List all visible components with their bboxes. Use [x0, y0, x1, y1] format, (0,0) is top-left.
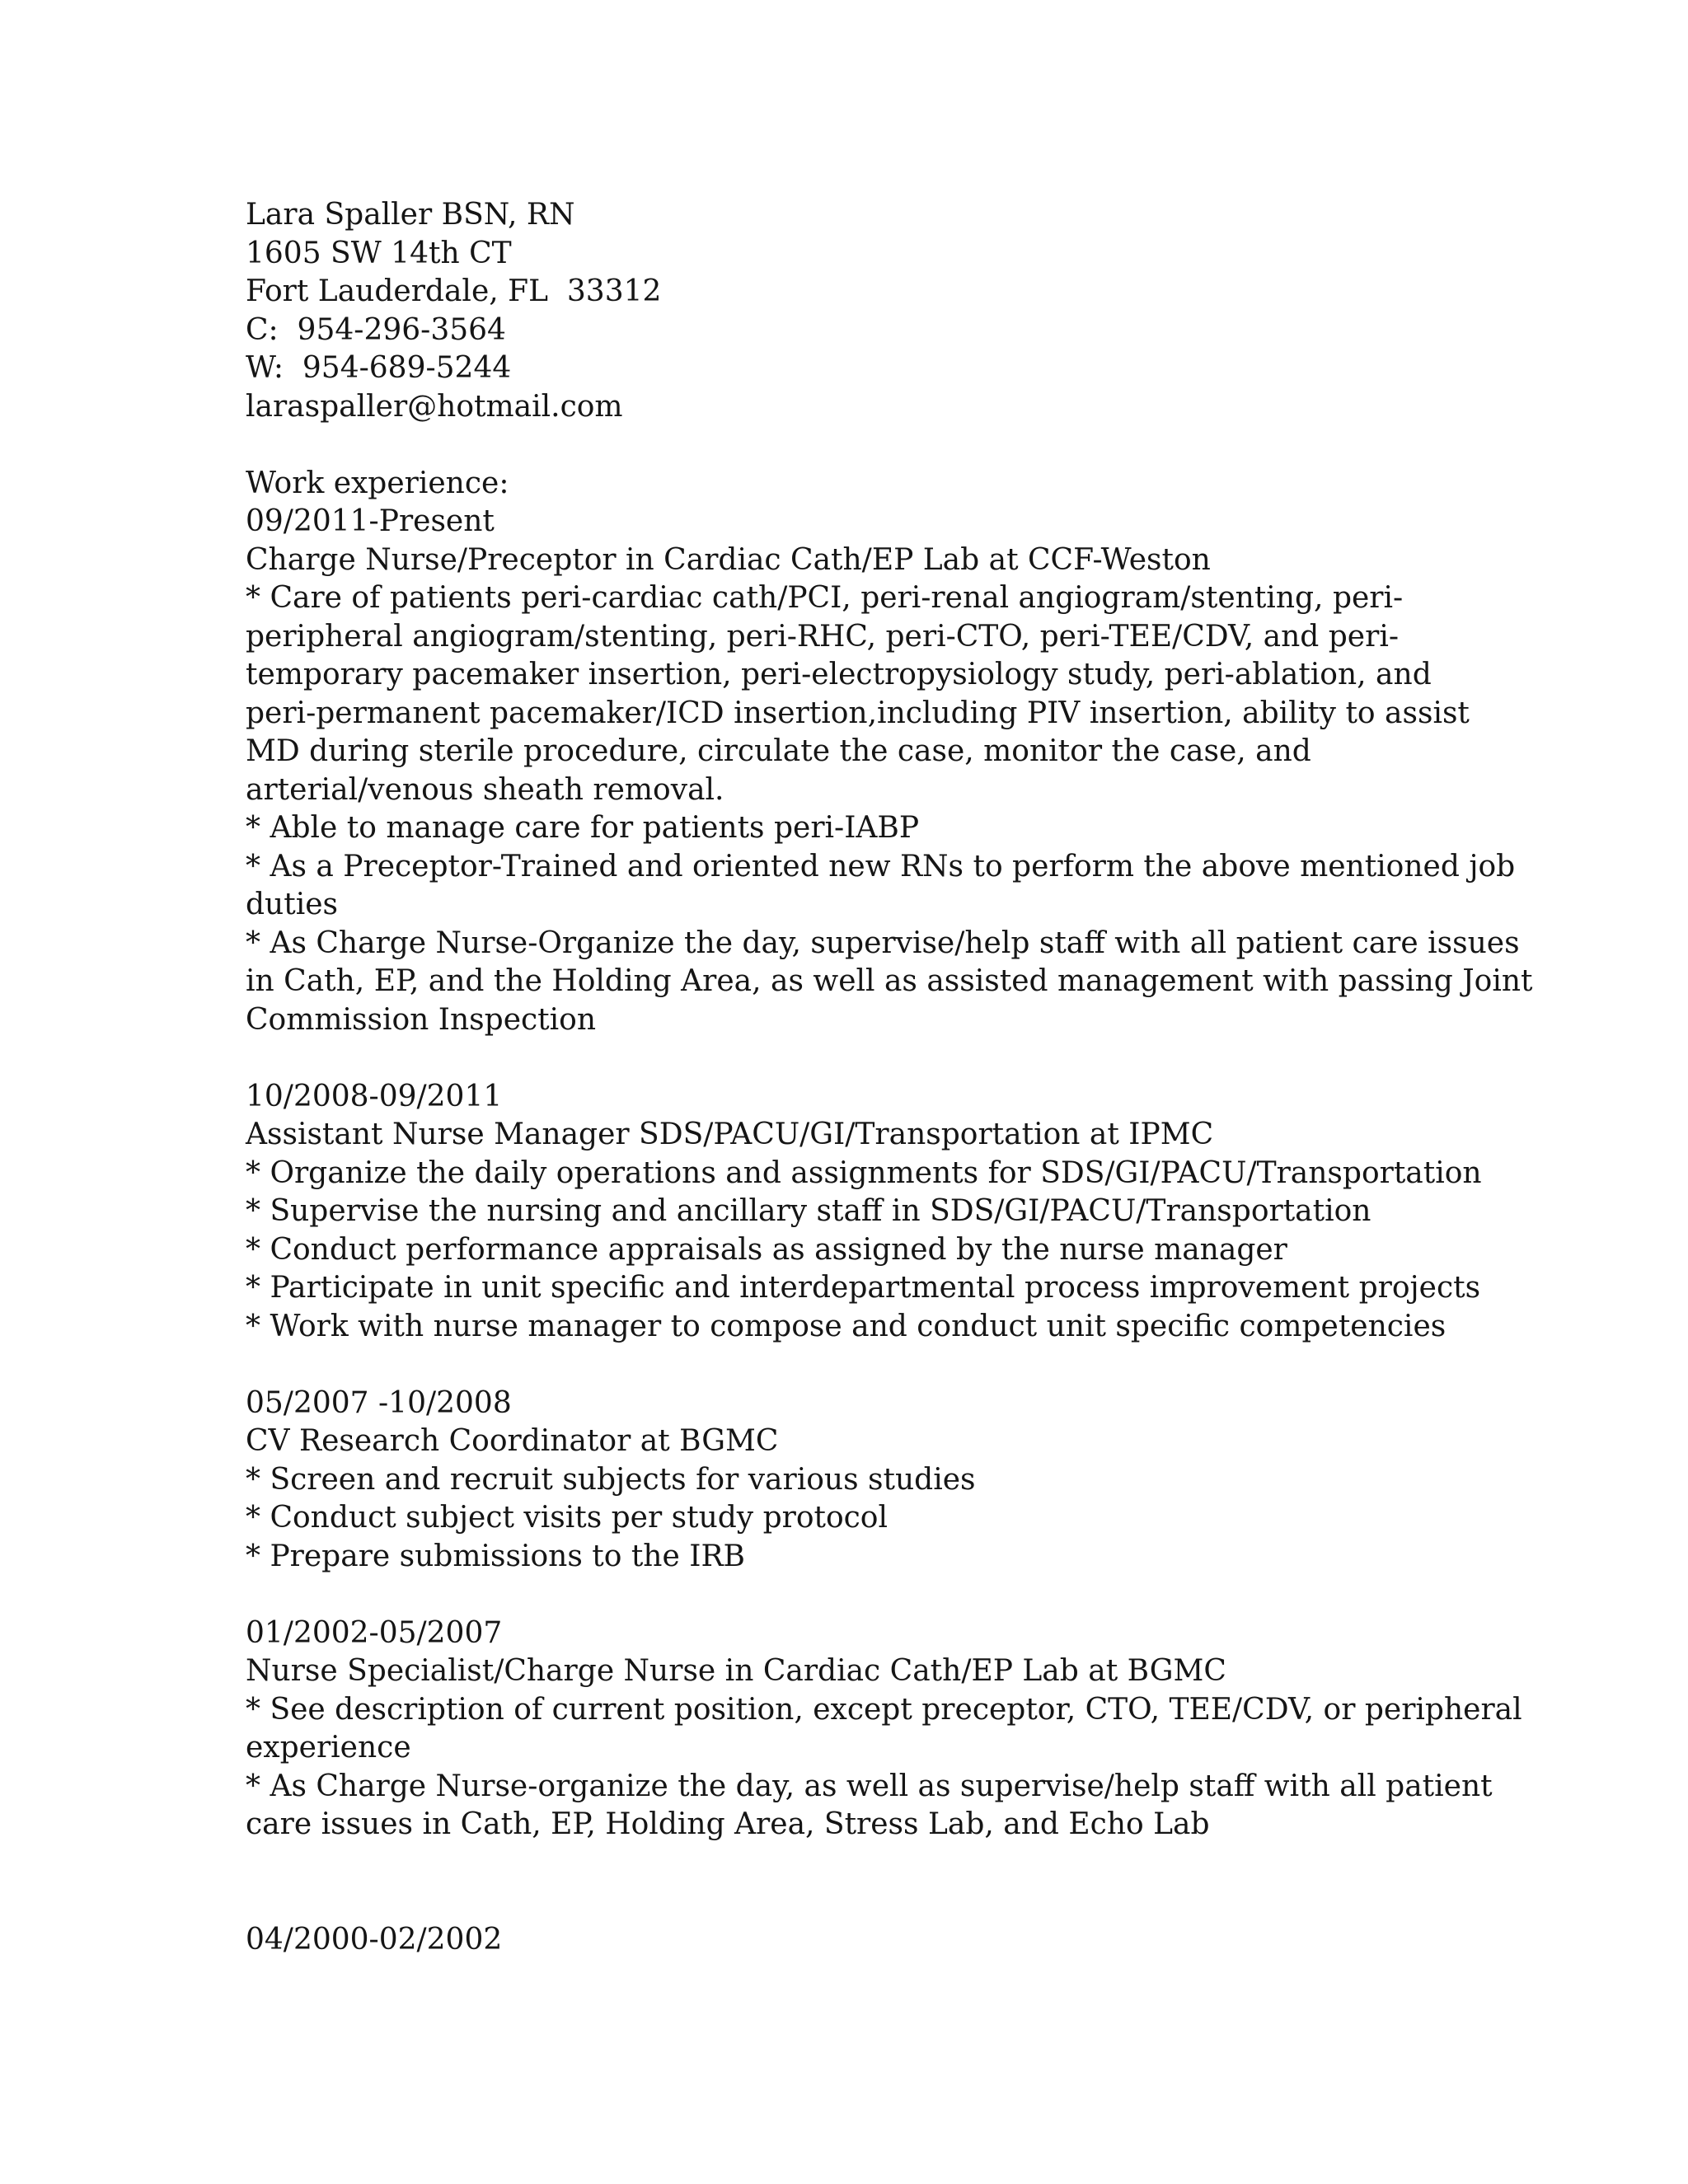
job-title: Charge Nurse/Preceptor in Cardiac Cath/EP Lab at CCF-Weston	[246, 542, 1211, 577]
spacer	[246, 1039, 1465, 1078]
job-entry	[246, 503, 1533, 1039]
job-dates: 10/2008-09/2011	[246, 1079, 503, 1113]
contact-work-phone: W: 954-689-5244	[246, 351, 512, 385]
section-heading: Work experience:	[246, 466, 509, 500]
job-duty-line: in Cath, EP, and the Holding Area, as well as assisted management with passing Joint	[246, 964, 1533, 998]
job-duty-line: arterial/venous sheath removal.	[246, 772, 724, 807]
job-dates: 04/2000-02/2002	[246, 1922, 503, 1957]
job-duty-line: Commission Inspection	[246, 1002, 597, 1037]
contact-name: Lara Spaller BSN, RN	[246, 198, 575, 232]
job-duty-line: * As Charge Nurse-Organize the day, supervise/help staff with all patient care issues	[246, 926, 1520, 960]
job-duty-line: * Prepare submissions to the IRB	[246, 1539, 746, 1573]
job-duty-line: * See description of current position, except preceptor, CTO, TEE/CDV, or peripheral	[246, 1692, 1522, 1727]
job-duty-line: duties	[246, 888, 338, 921]
job-duty-line: MD during sterile procedure, circulate the case, monitor the case, and	[246, 734, 1311, 768]
job-entry	[246, 1921, 1465, 1960]
spacer	[246, 426, 1465, 465]
job-entry	[246, 1615, 1522, 1844]
job-dates: 01/2002-05/2007	[246, 1615, 503, 1650]
job-title: Assistant Nurse Manager SDS/PACU/GI/Transportation at IPMC	[246, 1118, 1214, 1151]
job-duty-line: experience	[246, 1731, 411, 1765]
job-duty-line: * As Charge Nurse-organize the day, as well as supervise/help staff with all patient	[246, 1769, 1493, 1803]
contact-address-line2: Fort Lauderdale, FL 33312	[246, 274, 662, 308]
job-duty-line: * Conduct performance appraisals as assigned by the nurse manager	[246, 1232, 1287, 1267]
work-experience-section	[246, 465, 1533, 1960]
job-duty-line: peri-permanent pacemaker/ICD insertion,including PIV insertion, ability to assist	[246, 696, 1470, 730]
job-title: Nurse Specialist/Charge Nurse in Cardiac Cath/EP Lab at BGMC	[246, 1654, 1226, 1688]
spacer	[246, 1844, 1465, 1921]
job-duty-line: * Conduct subject visits per study protocol	[246, 1501, 888, 1535]
job-dates: 05/2007 -10/2008	[246, 1385, 512, 1420]
spacer	[246, 1576, 1465, 1615]
job-title: CV Research Coordinator at BGMC	[246, 1424, 779, 1458]
contact-block	[246, 196, 1465, 426]
job-entry	[246, 1385, 1465, 1577]
job-duty-line: * Organize the daily operations and assignments for SDS/GI/PACU/Transportation	[246, 1155, 1482, 1190]
job-duty-line: * Care of patients peri-cardiac cath/PCI, peri-renal angiogram/stenting, peri-	[246, 581, 1404, 615]
job-duty-line: * Supervise the nursing and ancillary staff in SDS/GI/PACU/Transportation	[246, 1194, 1372, 1228]
job-duty-line: care issues in Cath, EP, Holding Area, Stress Lab, and Echo Lab	[246, 1807, 1210, 1841]
job-duty-line: * Screen and recruit subjects for various studies	[246, 1462, 976, 1497]
resume-content	[246, 196, 1533, 1959]
spacer	[246, 1346, 1465, 1385]
job-entry	[246, 1078, 1482, 1347]
contact-email: laraspaller@hotmail.com	[246, 389, 623, 424]
job-duty-line: * As a Preceptor-Trained and oriented new RNs to perform the above mentioned job	[246, 849, 1516, 883]
job-dates: 09/2011-Present	[246, 504, 495, 538]
contact-address-line1: 1605 SW 14th CT	[246, 236, 512, 270]
job-duty-line: * Participate in unit specific and interdepartmental process improvement projects	[246, 1271, 1481, 1305]
job-duty-line: * Able to manage care for patients peri-IABP	[246, 811, 920, 845]
job-duty-line: * Work with nurse manager to compose and conduct unit specific competencies	[246, 1309, 1447, 1343]
contact-cell-phone: C: 954-296-3564	[246, 312, 506, 347]
job-duty-line: peripheral angiogram/stenting, peri-RHC, peri-CTO, peri-TEE/CDV, and peri-	[246, 619, 1399, 654]
job-duty-line: temporary pacemaker insertion, peri-electropysiology study, peri-ablation, and	[246, 658, 1432, 691]
